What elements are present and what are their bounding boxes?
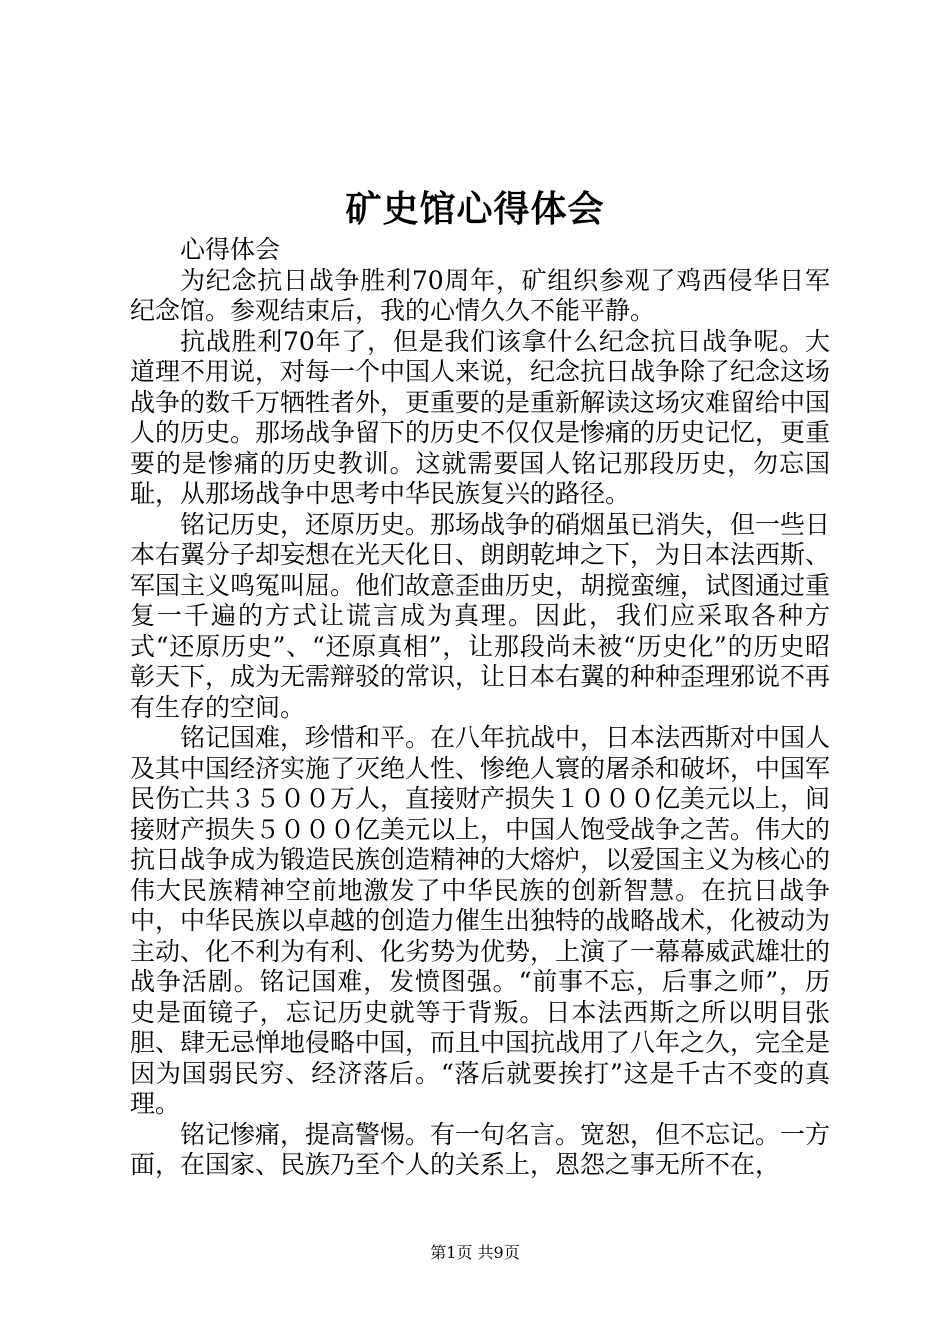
paragraph: 铭记历史，还原历史。那场战争的硝烟虽已消失，但一些日本右翼分子却妄想在光天化日、朗朗乾坤之下，为日本法西斯、军国主义鸣冤叫屈。他们故意歪曲历史，胡搅蛮缠，试图通过重复一千遍的方式让谎言成为真理。因此，我们应采取各种方式“还原历史”、“还原真相”，让那段尚未被“历史化”的历史昭彰天下，成为无需辩驳的常识，让日本右翼的种种歪理邪说不再有生存的空间。	[130, 509, 831, 722]
paragraph: 铭记国难，珍惜和平。在八年抗战中，日本法西斯对中国人及其中国经济实施了灭绝人性、惨绝人寰的屠杀和破坏，中国军民伤亡共３５００万人，直接财产损失１０００亿美元以上，间接财产损失５０００亿美元以上，中国人饱受战争之苦。伟大的抗日战争成为锻造民族创造精神的大熔炉，以爱国主义为核心的伟大民族精神空前地激发了中华民族的创新智慧。在抗日战争中，中华民族以卓越的创造力催生出独特的战略战术，化被动为主动、化不利为有利、化劣势为优势，上演了一幕幕威武雄壮的战争活剧。铭记国难，发愤图强。“前事不忘，后事之师”，历史是面镜子，忘记历史就等于背叛。日本法西斯之所以明目张胆、肆无忌惮地侵略中国，而且中国抗战用了八年之久，完全是因为国弱民穷、经济落后。“落后就要挨打”这是千古不变的真理。	[130, 723, 831, 1118]
page-footer: 第1页 共9页	[430, 1243, 520, 1262]
paragraph: 为纪念抗日战争胜利70周年，矿组织参观了鸡西侵华日军纪念馆。参观结束后，我的心情久久不能平静。	[130, 265, 830, 325]
paragraph: 铭记惨痛，提高警惕。有一句名言。宽恕，但不忘记。一方面，在国家、民族乃至个人的关系上，恩怨之事无所不在，	[130, 1119, 831, 1179]
paragraph: 抗战胜利70年了，但是我们该拿什么纪念抗日战争呢。大道理不用说，对每一个中国人来说，纪念抗日战争除了纪念这场战争的数千万牺牲者外，更重要的是重新解读这场灾难留给中国人的历史。那场战争留下的历史不仅仅是惨痛的历史记忆，更重要的是惨痛的历史教训。这就需要国人铭记那段历史，勿忘国耻，从那场战争中思考中华民族复兴的路径。	[130, 326, 831, 508]
document-body	[130, 235, 830, 1181]
document-title: 矿史馆心得体会	[345, 188, 605, 230]
paragraph-heading: 心得体会	[180, 235, 281, 264]
